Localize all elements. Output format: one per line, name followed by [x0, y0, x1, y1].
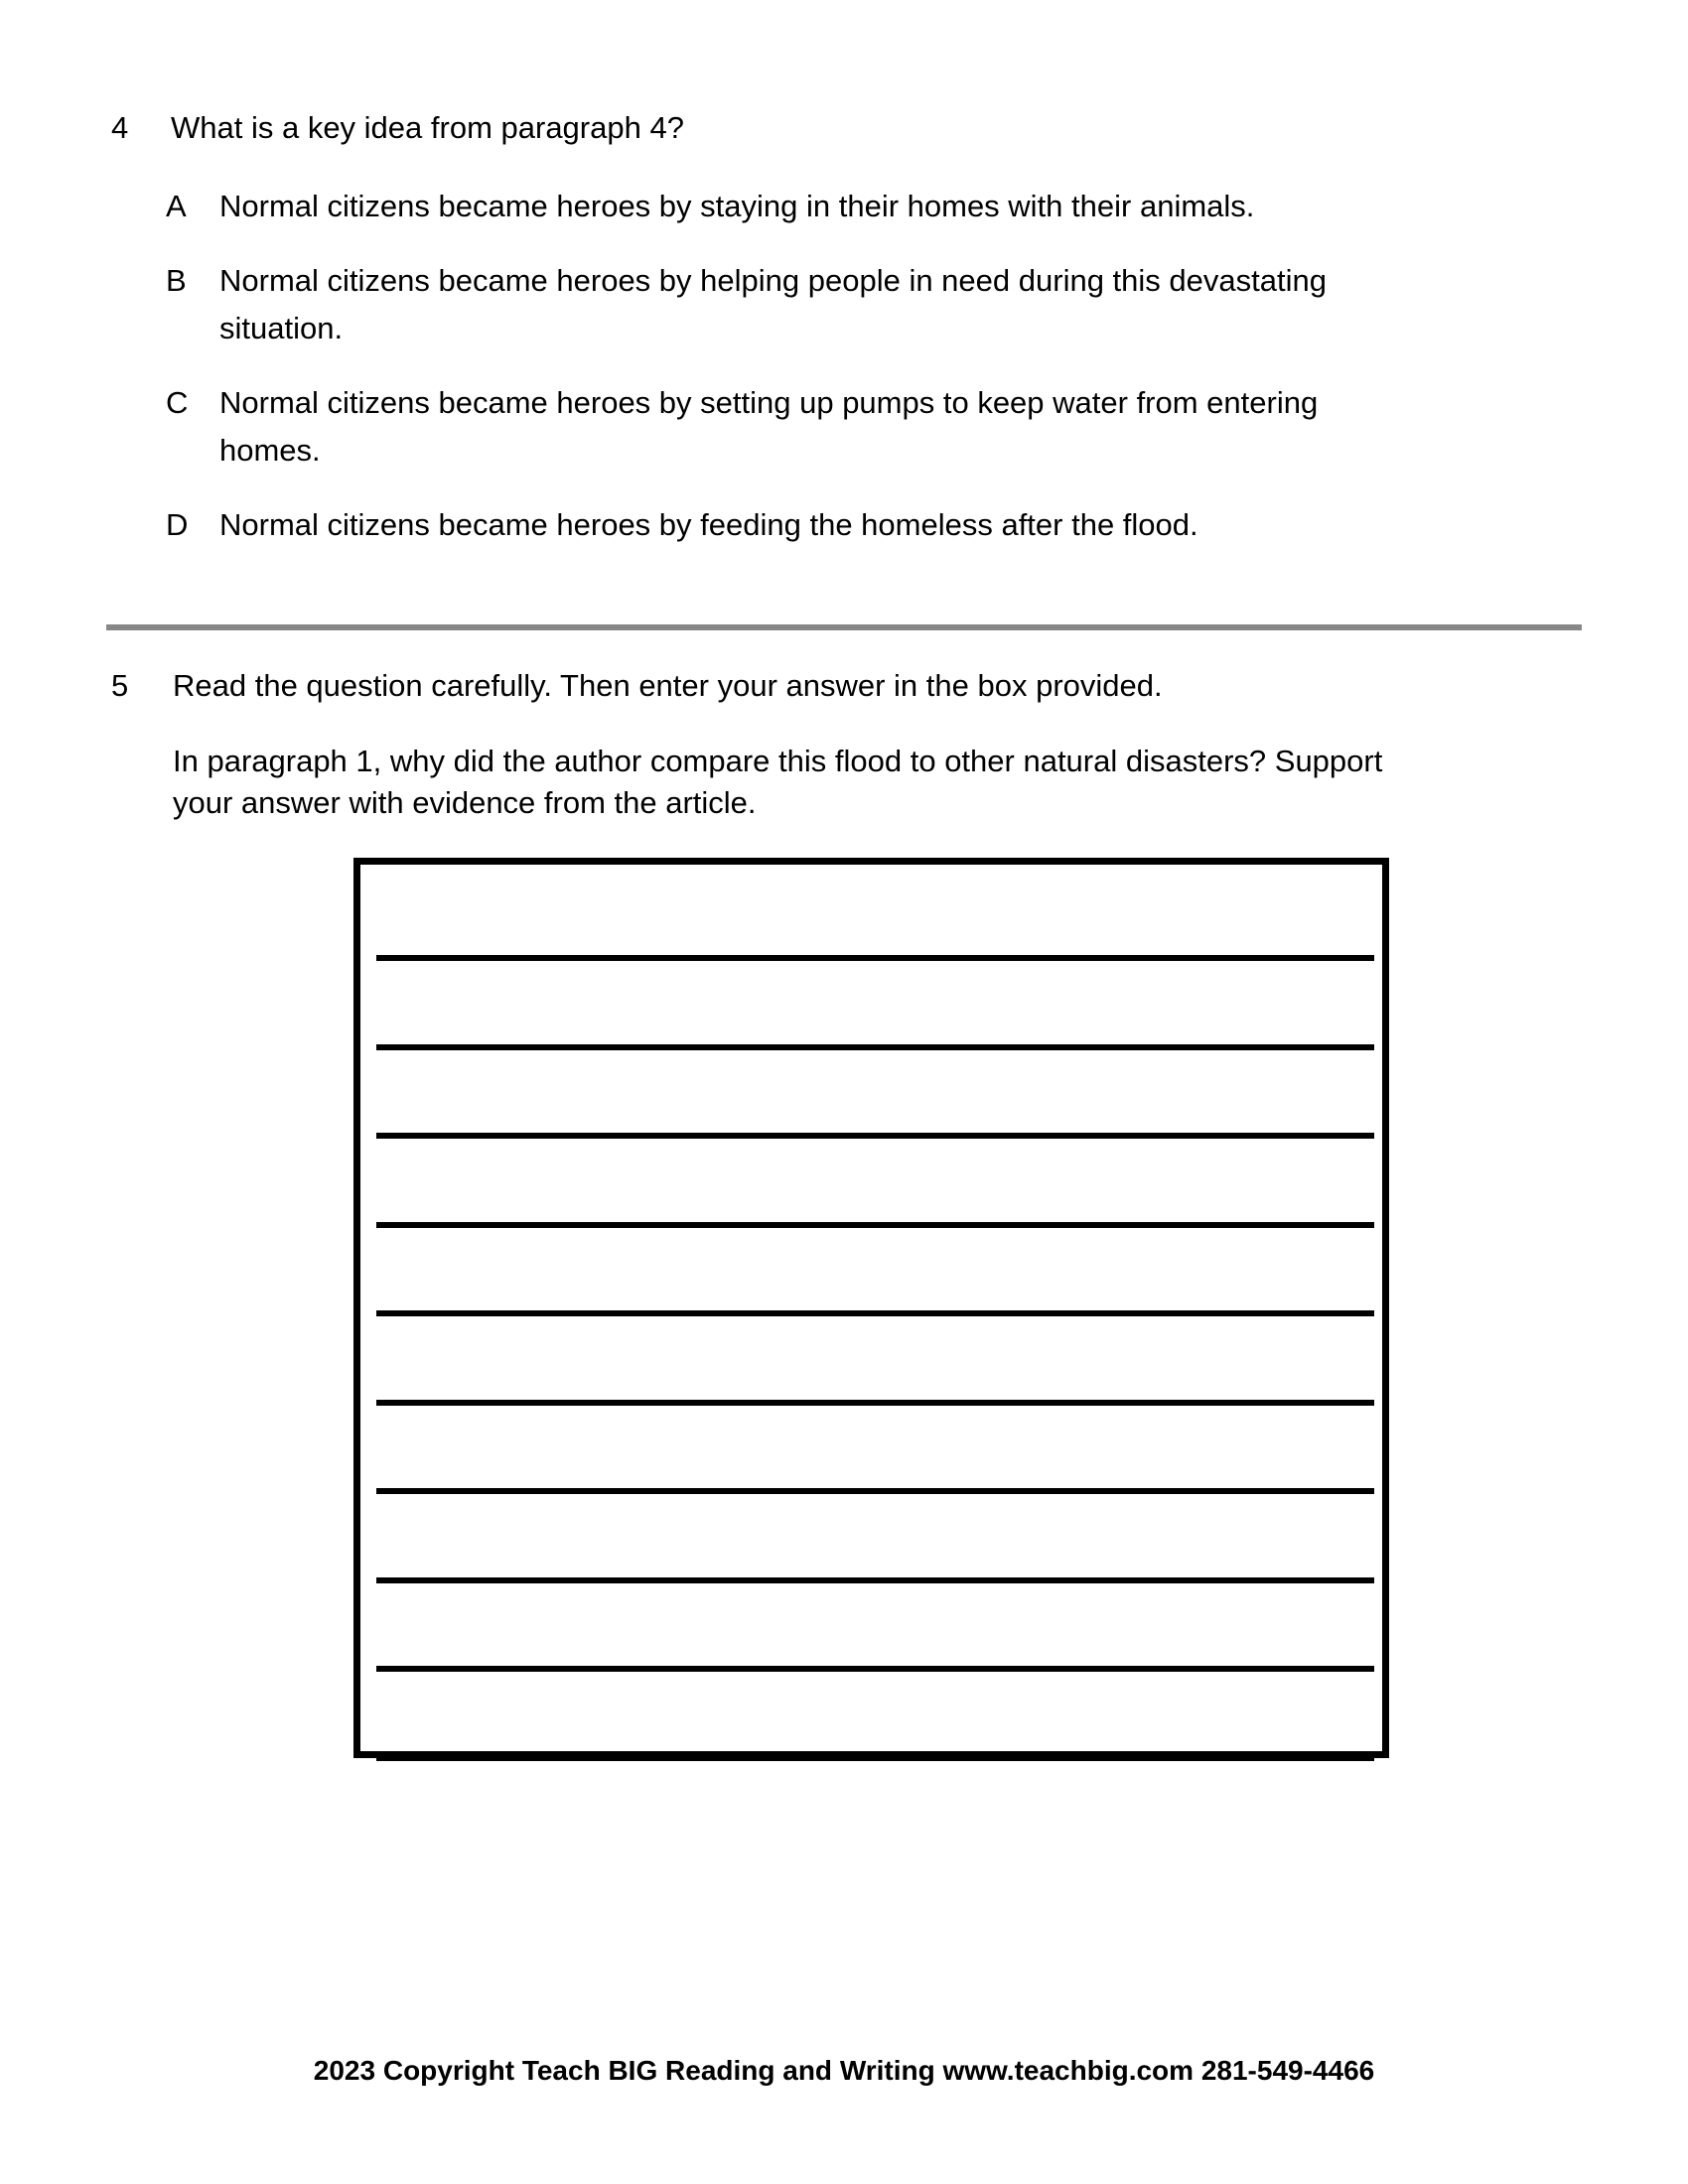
choice-letter-c: C	[166, 385, 189, 420]
choice-option-a[interactable]	[111, 183, 1688, 230]
choice-text-b: Normal citizens became heroes by helping people in need during this devastating situation.	[219, 263, 1327, 345]
writing-line	[376, 1133, 1374, 1139]
choice-option-b[interactable]	[111, 257, 1688, 352]
question-4-stem-text: What is a key idea from paragraph 4?	[171, 110, 684, 145]
question-5-stem-row	[111, 663, 1688, 709]
question-5-block	[0, 663, 1688, 824]
question-4-stem-row	[111, 105, 1688, 151]
question-5-prompt-text: In paragraph 1, why did the author compare this flood to other natural disasters? Support your answer with evidence from the article.	[173, 744, 1383, 820]
page-footer: 2023 Copyright Teach BIG Reading and Writing www.teachbig.com 281-549-4466	[313, 2055, 1375, 2086]
writing-lines-group	[360, 865, 1382, 1751]
choice-option-d[interactable]	[111, 501, 1688, 549]
writing-line	[376, 1666, 1374, 1672]
writing-line	[376, 1310, 1374, 1316]
choice-option-c[interactable]	[111, 379, 1688, 475]
choice-text-d: Normal citizens became heroes by feeding the homeless after the flood.	[219, 507, 1198, 542]
choice-letter-b: B	[166, 263, 187, 298]
writing-line	[376, 1488, 1374, 1494]
choice-letter-a: A	[166, 189, 187, 223]
writing-line	[376, 1400, 1374, 1406]
question-5-number: 5	[111, 668, 129, 703]
question-5-stem-text: Read the question carefully. Then enter your answer in the box provided.	[173, 668, 1163, 703]
writing-line	[376, 955, 1374, 961]
answer-response-box[interactable]	[353, 858, 1389, 1758]
writing-line	[376, 1222, 1374, 1228]
choice-text-c: Normal citizens became heroes by setting up pumps to keep water from entering homes.	[219, 385, 1319, 468]
question-4-block	[0, 0, 1688, 576]
question-4-choice-list	[111, 183, 1688, 549]
choice-text-a: Normal citizens became heroes by staying in their homes with their animals.	[219, 189, 1255, 223]
writing-line	[376, 1577, 1374, 1583]
section-divider	[106, 624, 1582, 630]
writing-line	[376, 1755, 1374, 1761]
writing-line	[376, 1044, 1374, 1050]
question-4-number: 4	[111, 110, 129, 145]
choice-letter-d: D	[166, 507, 189, 542]
